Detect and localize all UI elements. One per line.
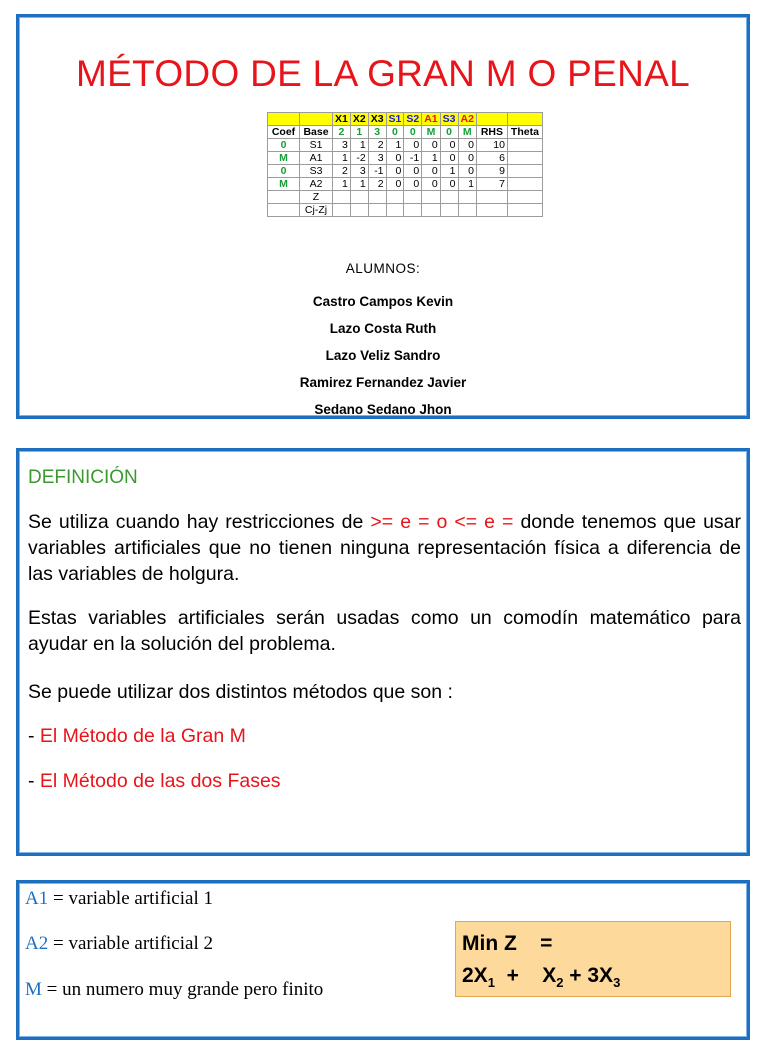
- table-cell: 0: [386, 165, 404, 178]
- table-cell: 0: [404, 178, 422, 191]
- table-cell: 0: [404, 165, 422, 178]
- table-cell: 0: [422, 165, 440, 178]
- table-cell: -1: [368, 165, 386, 178]
- table-cell: Theta: [507, 126, 542, 139]
- table-cell: X3: [368, 113, 386, 126]
- table-cell: Z: [300, 191, 333, 204]
- subscript: 3: [613, 975, 621, 991]
- definition-line: [25, 979, 323, 1001]
- term: + X: [494, 964, 557, 987]
- table-cell: X1: [333, 113, 351, 126]
- table-cell: [476, 113, 507, 126]
- table-cell: [507, 178, 542, 191]
- definition-paragraph-1: [28, 509, 741, 587]
- definition-heading: DEFINICIÓN: [28, 467, 138, 488]
- text-span: Se utiliza cuando hay restricciones de: [28, 511, 371, 533]
- table-row: [268, 152, 543, 165]
- definition-slide: [16, 448, 750, 856]
- student-name: Ramirez Fernandez Javier: [299, 375, 467, 390]
- table-cell: 3: [350, 165, 368, 178]
- subscript: 1: [487, 975, 495, 991]
- table-cell: 7: [476, 178, 507, 191]
- table-row: [268, 191, 543, 204]
- table-cell: 1: [350, 178, 368, 191]
- variable-name: M: [25, 979, 42, 1000]
- table-cell: 0: [404, 126, 422, 139]
- table-cell: 0: [268, 139, 300, 152]
- table-cell: M: [268, 152, 300, 165]
- objective-function-box: [455, 921, 731, 997]
- table-cell: 0: [440, 126, 458, 139]
- table-cell: [268, 191, 300, 204]
- table-cell: M: [268, 178, 300, 191]
- simplex-table: [267, 112, 543, 217]
- student-name: Sedano Sedano Jhon: [314, 402, 452, 417]
- variable-description: = un numero muy grande pero finito: [41, 979, 324, 1000]
- variable-description: = variable artificial 2: [48, 933, 213, 954]
- table-cell: 1: [350, 139, 368, 152]
- definition-line: [25, 933, 213, 955]
- table-cell: -1: [404, 152, 422, 165]
- table-cell: Cj-Zj: [300, 204, 333, 217]
- table-cell: 3: [368, 152, 386, 165]
- table-cell: 2: [333, 165, 351, 178]
- formula-line-2: [462, 960, 730, 992]
- table-cell: 0: [422, 178, 440, 191]
- variables-slide: [16, 880, 750, 1040]
- table-cell: 0: [440, 139, 458, 152]
- table-cell: 6: [476, 152, 507, 165]
- table-cell: A2: [458, 113, 476, 126]
- table-cell: 3: [368, 126, 386, 139]
- table-row: [268, 204, 543, 217]
- table-header-row: [268, 113, 543, 126]
- table-cell: 0: [458, 139, 476, 152]
- table-cell: 10: [476, 139, 507, 152]
- table-cell: 2: [368, 139, 386, 152]
- students-list: [19, 261, 747, 423]
- table-cell: S1: [300, 139, 333, 152]
- table-cell: 1: [350, 126, 368, 139]
- dash: -: [28, 725, 40, 747]
- definition-paragraph-3: Se puede utilizar dos distintos métodos que son :: [28, 681, 453, 703]
- table-cell: 0: [440, 178, 458, 191]
- table-cell: 1: [422, 152, 440, 165]
- table-cell: [268, 113, 300, 126]
- table-cell: 0: [386, 178, 404, 191]
- student-name: Castro Campos Kevin: [312, 294, 454, 309]
- table-header-row: [268, 126, 543, 139]
- formula-line-1: Min Z =: [462, 932, 553, 955]
- table-cell: 2: [333, 126, 351, 139]
- table-cell: 1: [333, 152, 351, 165]
- table-cell: 1: [333, 178, 351, 191]
- method-name: El Método de la Gran M: [39, 725, 246, 747]
- term: 2X: [462, 964, 488, 987]
- table-cell: 0: [386, 126, 404, 139]
- table-row: [268, 139, 543, 152]
- text-span: donde tenemos que usar variables artificiales que no tienen ninguna representación física a diferencia de las variables de holgura.: [28, 511, 741, 585]
- definition-line: [25, 888, 213, 910]
- variable-description: = variable artificial 1: [48, 888, 213, 909]
- table-row: [268, 165, 543, 178]
- definition-paragraph-2: Estas variables artificiales serán usadas como un comodín matemático para ayudar en la solución del problema.: [28, 607, 741, 655]
- students-label: ALUMNOS:: [345, 261, 421, 276]
- term: + 3X: [563, 964, 614, 987]
- table-cell: X2: [350, 113, 368, 126]
- table-cell: 3: [333, 139, 351, 152]
- table-cell: 1: [458, 178, 476, 191]
- title-slide: [16, 14, 750, 419]
- table-cell: 0: [458, 165, 476, 178]
- method-item-2: [28, 768, 741, 794]
- table-cell: 0: [268, 165, 300, 178]
- table-cell: RHS: [476, 126, 507, 139]
- table-cell: 1: [440, 165, 458, 178]
- slide-title: MÉTODO DE LA GRAN M O PENAL: [76, 53, 690, 94]
- table-cell: 0: [458, 152, 476, 165]
- table-cell: [300, 113, 333, 126]
- table-cell: 0: [386, 152, 404, 165]
- dash: -: [28, 770, 40, 792]
- table-cell: 0: [404, 139, 422, 152]
- table-cell: [507, 165, 542, 178]
- table-cell: [268, 204, 300, 217]
- variable-name: A1: [25, 888, 49, 909]
- student-name: Lazo Costa Ruth: [329, 321, 437, 336]
- table-cell: S2: [404, 113, 422, 126]
- table-cell: 2: [368, 178, 386, 191]
- method-item-1: [28, 723, 741, 749]
- highlighted-operators: >= e = o <= e =: [370, 511, 514, 533]
- table-cell: [507, 139, 542, 152]
- table-cell: 9: [476, 165, 507, 178]
- table-cell: A1: [422, 113, 440, 126]
- table-row: [268, 178, 543, 191]
- subscript: 2: [556, 975, 564, 991]
- table-cell: [507, 152, 542, 165]
- table-cell: S1: [386, 113, 404, 126]
- table-cell: M: [458, 126, 476, 139]
- table-cell: S3: [440, 113, 458, 126]
- table-cell: A2: [300, 178, 333, 191]
- table-cell: Base: [300, 126, 333, 139]
- table-cell: 1: [386, 139, 404, 152]
- table-cell: S3: [300, 165, 333, 178]
- table-cell: Coef: [268, 126, 300, 139]
- table-cell: -2: [350, 152, 368, 165]
- table-cell: 0: [440, 152, 458, 165]
- table-cell: [507, 113, 542, 126]
- student-name: Lazo Veliz Sandro: [325, 348, 441, 363]
- table-cell: A1: [300, 152, 333, 165]
- method-name: El Método de las dos Fases: [39, 770, 281, 792]
- table-cell: M: [422, 126, 440, 139]
- table-cell: 0: [422, 139, 440, 152]
- variable-name: A2: [25, 933, 49, 954]
